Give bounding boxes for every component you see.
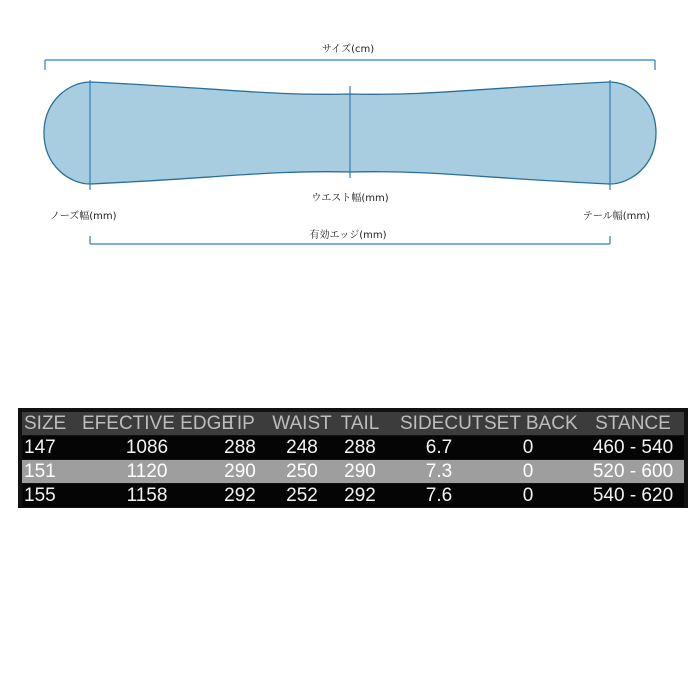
header-tip: TIP (225, 413, 255, 434)
header-waist: WAIST (272, 413, 332, 434)
header-effective-edge: EFECTIVE EDGE (82, 413, 235, 434)
spec-table (18, 408, 688, 508)
nose-label: ノーズ幅(mm) (50, 211, 117, 222)
cell-effective-edge: 1086 (125, 437, 169, 458)
cell-size: 151 (24, 461, 56, 482)
cell-effective-edge: 1158 (126, 485, 168, 506)
table-row (22, 460, 684, 483)
cell-size: 155 (24, 485, 56, 506)
header-tail: TAIL (340, 413, 380, 434)
header-sidecut: SIDECUT (400, 413, 484, 434)
edge-label: 有効エッジ(mm) (309, 230, 387, 241)
header-size: SIZE (24, 413, 67, 434)
header-stance: STANCE (595, 413, 671, 434)
cell-sidecut: 7.3 (425, 461, 453, 482)
size-label: サイズ(cm) (321, 44, 375, 55)
cell-effective-edge: 1120 (126, 461, 168, 482)
cell-stance: 520 - 600 (592, 461, 674, 482)
cell-stance: 540 - 620 (592, 485, 674, 506)
table-header-row (22, 412, 684, 435)
cell-size: 147 (24, 437, 56, 458)
cell-tail: 290 (344, 461, 376, 482)
tail-label: テール幅(mm) (582, 211, 650, 222)
cell-sidecut: 7.6 (425, 485, 453, 506)
cell-set-back: 0 (522, 437, 534, 458)
cell-waist: 248 (286, 437, 318, 458)
waist-label: ウエスト幅(mm) (311, 193, 389, 204)
cell-set-back: 0 (522, 485, 534, 506)
board-dimension-diagram (0, 0, 700, 270)
cell-tip: 290 (224, 461, 256, 482)
cell-tip: 292 (224, 485, 256, 506)
header-set-back: SET BACK (484, 413, 578, 434)
size-dimension-line (45, 60, 655, 70)
cell-set-back: 0 (522, 461, 534, 482)
cell-tail: 292 (344, 485, 376, 506)
table-row (22, 484, 684, 507)
cell-waist: 252 (286, 485, 318, 506)
table-row (22, 436, 684, 459)
cell-stance: 460 - 540 (592, 437, 674, 458)
cell-tip: 288 (224, 437, 256, 458)
cell-waist: 250 (286, 461, 318, 482)
cell-sidecut: 6.7 (425, 437, 453, 458)
cell-tail: 288 (344, 437, 376, 458)
